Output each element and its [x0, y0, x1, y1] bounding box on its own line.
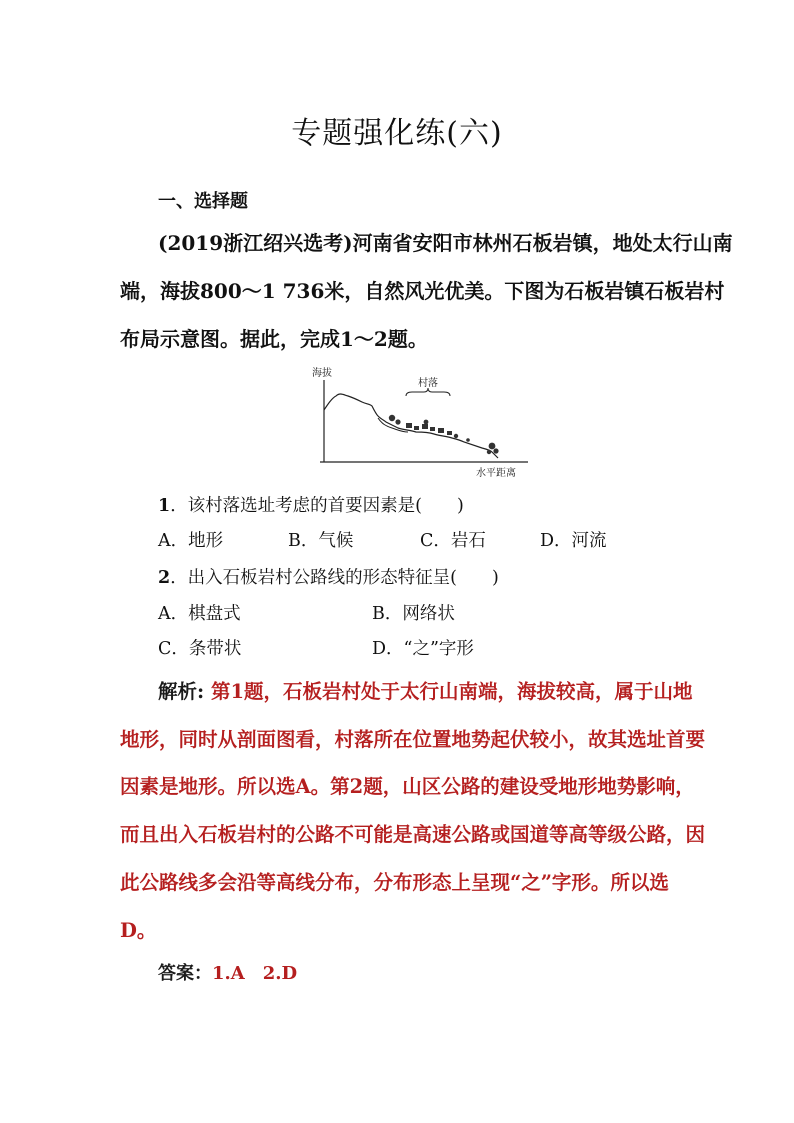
answer-label: 答案： [158, 963, 212, 984]
question-number: 1 [158, 496, 171, 516]
analysis-line: 此公路线多会沿等高线分布，分布形态上呈现“之”字形。所以选 [120, 871, 669, 894]
option-d: D．河流 [540, 531, 607, 551]
question-2-stem [158, 565, 499, 591]
analysis-line: 因素是地形。所以选A。第2题，山区公路的建设受地形地势影响， [120, 775, 695, 798]
question-text: ．出入石板岩村公路线的形态特征呈( ) [170, 568, 499, 588]
analysis-text: 第1题，石板岩村处于太行山南端，海拔较高，属于山地 [204, 680, 693, 703]
y-axis-label: 海拔 [312, 368, 332, 379]
section-heading: 一、选择题 [158, 191, 248, 212]
answer [158, 961, 297, 987]
option-a: A．棋盘式 [158, 604, 241, 624]
option-b: B．网络状 [372, 604, 455, 624]
question-text: ．该村落选址考虑的首要因素是( ) [170, 496, 464, 516]
option-c: C．岩石 [420, 531, 486, 551]
analysis-line [158, 677, 693, 707]
analysis-line: 地形，同时从剖面图看，村落所在位置地势起伏较小，故其选址首要 [120, 728, 706, 751]
village-label: 村落 [418, 378, 438, 389]
x-axis-label: 水平距离 [476, 468, 516, 479]
village-brace [406, 388, 450, 396]
profile-diagram [306, 366, 532, 482]
page-title: 专题强化练(六) [291, 116, 503, 151]
question-number: 2 [158, 568, 171, 588]
intro-line: (2019浙江绍兴选考)河南省安阳市林州石板岩镇，地处太行山南 [158, 231, 733, 255]
question-1-stem [158, 493, 464, 519]
intro-line: 端，海拔800～1 736米，自然风光优美。下图为石板岩镇石板岩村 [120, 279, 725, 303]
option-d: D．“之”字形 [372, 639, 474, 659]
analysis-line: D。 [120, 919, 157, 942]
village-profile-figure [306, 366, 532, 482]
option-a: A．地形 [158, 531, 224, 551]
answer-text: 1.A 2.D [212, 963, 298, 984]
option-c: C．条带状 [158, 639, 242, 659]
analysis-line: 而且出入石板岩村的公路不可能是高速公路或国道等高等级公路，因 [120, 823, 706, 846]
analysis-label: 解析: [158, 680, 205, 703]
option-b: B．气候 [288, 531, 354, 551]
intro-line: 布局示意图。据此，完成1～2题。 [120, 327, 428, 351]
